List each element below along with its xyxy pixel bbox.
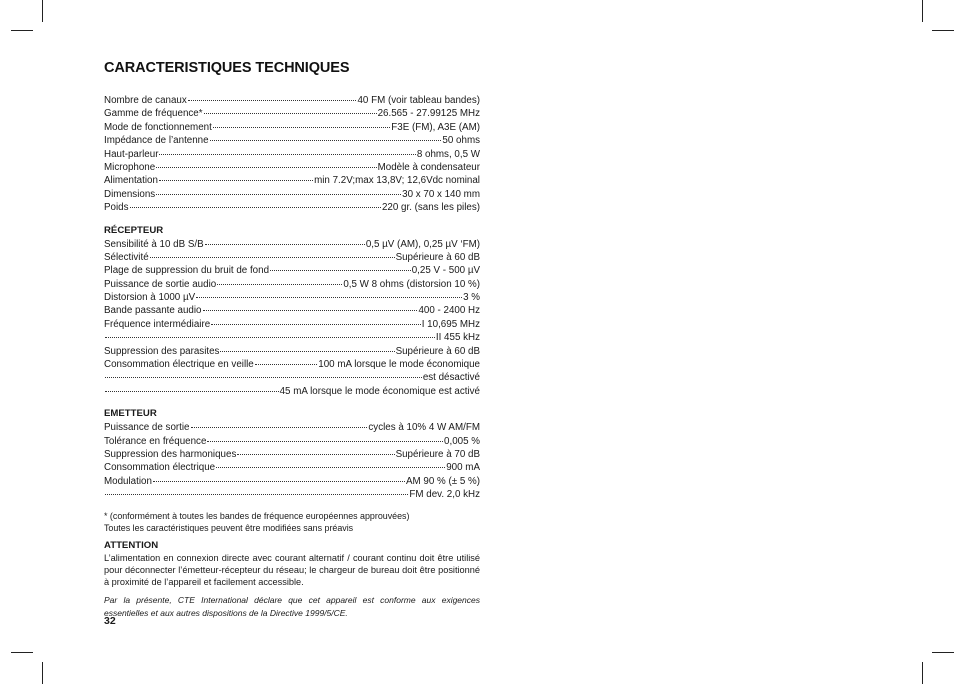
dot-leader [211,324,421,325]
spec-row [104,318,480,331]
spec-label: Nombre de canaux [104,95,187,106]
spec-row [104,475,480,488]
spec-value: 900 mA [446,462,480,474]
spec-row [104,345,480,358]
spec-row [104,148,480,161]
spec-label: Dimensions [104,188,156,200]
page-title: CARACTERISTIQUES TECHNIQUES [104,60,350,76]
spec-value: Modèle à condensateur [377,161,480,173]
spec-label: Plage de suppression du bruit de fond [104,265,270,277]
spec-value: 50 ohms [442,135,480,147]
spec-value: 400 - 2400 Hz [418,305,480,317]
dot-leader [207,441,443,442]
spec-row [104,238,480,251]
dot-leader [205,244,365,245]
spec-row [104,331,480,344]
spec-value: 3 % [463,292,480,304]
footnotes [104,510,480,534]
dot-leader [105,377,422,378]
receiver-heading: RÉCEPTEUR [104,224,164,236]
dot-leader [213,127,390,128]
dot-leader [217,284,342,285]
document-page [104,60,480,619]
general-specs [104,94,480,215]
spec-label: Gamme de fréquence* [104,108,203,120]
spec-value: F3E (FM), A3E (AM) [391,121,480,133]
dot-leader [203,310,418,311]
dot-leader [188,100,357,101]
dot-leader [150,257,395,258]
spec-row [104,107,480,120]
spec-label: Poids [104,202,129,214]
transmitter-heading: EMETTEUR [104,408,157,420]
crop-mark [932,30,954,31]
spec-row [104,188,480,201]
spec-label: Mode de fonctionnement [104,121,212,133]
spec-row [104,488,480,501]
crop-mark [932,652,954,653]
spec-value: FM dev. 2,0 kHz [409,489,480,501]
spec-row [104,174,480,187]
spec-value: 0,5 µV (AM), 0,25 µV ‘FM) [365,238,480,250]
spec-row [104,448,480,461]
spec-value: 0,005 % [444,435,480,447]
crop-mark [42,0,43,22]
spec-value: cycles à 10% 4 W AM/FM [368,422,480,434]
spec-value: min 7.2V;max 13,8V; 12,6Vdc nominal [314,175,480,187]
spec-value: 26.565 - 27.99125 MHz [377,108,480,120]
spec-value: 45 mA lorsque le mode économique est activé [279,385,480,397]
crop-mark [11,652,33,653]
spec-row [104,371,480,384]
spec-label: Suppression des parasites [104,345,220,357]
spec-label: Tolérance en fréquence [104,435,207,447]
spec-value: II 455 kHz [435,332,480,344]
spec-row [104,94,480,107]
spec-label: Bande passante audio [104,305,202,317]
spec-label: Distorsion à 1000 µV [104,292,196,304]
transmitter-specs [104,421,480,501]
crop-mark [42,662,43,684]
spec-value: I 10,695 MHz [421,318,480,330]
spec-label: Haut-parleur [104,148,159,160]
spec-label: Microphone [104,161,156,173]
dot-leader [255,364,317,365]
dot-leader [153,481,405,482]
dot-leader [159,180,313,181]
spec-label: Sensibilité à 10 dB S/B [104,238,204,250]
attention-text: L’alimentation en connexion directe avec courant alternatif / courant continu doit être utilisé pour déconnecter l’émetteur-récepteur du réseau; le chargeur de bureau doit être positionné à proximité de l’appareil et facilement accessible. [104,552,480,588]
spec-row [104,385,480,398]
dot-leader [216,467,445,468]
spec-value: Supérieure à 60 dB [395,251,480,263]
spec-row [104,201,480,214]
dot-leader [270,270,411,271]
spec-label: Puissance de sortie audio [104,278,217,290]
page-number: 32 [104,615,116,627]
spec-label: Suppression des harmoniques [104,448,237,460]
spec-label: Alimentation [104,175,158,187]
spec-row [104,435,480,448]
footnote-frequency: * (conformément à toutes les bandes de fréquence européennes approuvées) [104,510,410,521]
spec-label: Sélectivité [104,251,149,263]
dot-leader [105,391,279,392]
conformity-declaration: Par la présente, CTE International déclare que cet appareil est conforme aux exigences essentielles et aux autres dispositions de la Directive 1999/5/CE. [104,595,480,618]
spec-value: est désactivé [422,372,480,384]
spec-label: Puissance de sortie [104,422,190,434]
dot-leader [220,351,394,352]
spec-value: 220 gr. (sans les piles) [381,202,480,214]
spec-value: Supérieure à 60 dB [395,345,480,357]
spec-row [104,358,480,371]
spec-row [104,161,480,174]
attention-heading: ATTENTION [104,539,159,551]
spec-row [104,121,480,134]
spec-row [104,291,480,304]
spec-value: 100 mA lorsque le mode économique [318,359,480,371]
dot-leader [159,154,415,155]
dot-leader [156,167,376,168]
spec-value: 40 FM (voir tableau bandes) [357,95,480,106]
dot-leader [191,427,368,428]
footnote-modifications: Toutes les caractéristiques peuvent être modifiées sans préavis [104,522,354,533]
receiver-specs [104,238,480,399]
spec-value: 30 x 70 x 140 mm [402,188,480,200]
spec-row [104,251,480,264]
spec-label: Fréquence intermédiaire [104,318,211,330]
spec-value: AM 90 % (± 5 %) [406,475,480,487]
spec-row [104,304,480,317]
dot-leader [204,113,377,114]
spec-value: 0,5 W 8 ohms (distorsion 10 %) [343,278,480,290]
spec-label: Modulation [104,475,152,487]
spec-label: Impédance de l’antenne [104,135,209,147]
crop-mark [11,30,33,31]
spec-label: Consommation électrique en veille [104,359,254,371]
dot-leader [210,140,442,141]
spec-label: Consommation électrique [104,462,216,474]
dot-leader [237,454,394,455]
dot-leader [156,194,401,195]
dot-leader [196,297,462,298]
spec-row [104,264,480,277]
dot-leader [105,494,408,495]
spec-row [104,278,480,291]
spec-row [104,421,480,434]
spec-value: 8 ohms, 0,5 W [416,148,480,160]
dot-leader [105,337,435,338]
spec-value: 0,25 V - 500 µV [411,265,480,277]
spec-row [104,134,480,147]
crop-mark [922,662,923,684]
dot-leader [130,207,381,208]
spec-value: Supérieure à 70 dB [395,448,480,460]
spec-row [104,461,480,474]
crop-mark [922,0,923,22]
